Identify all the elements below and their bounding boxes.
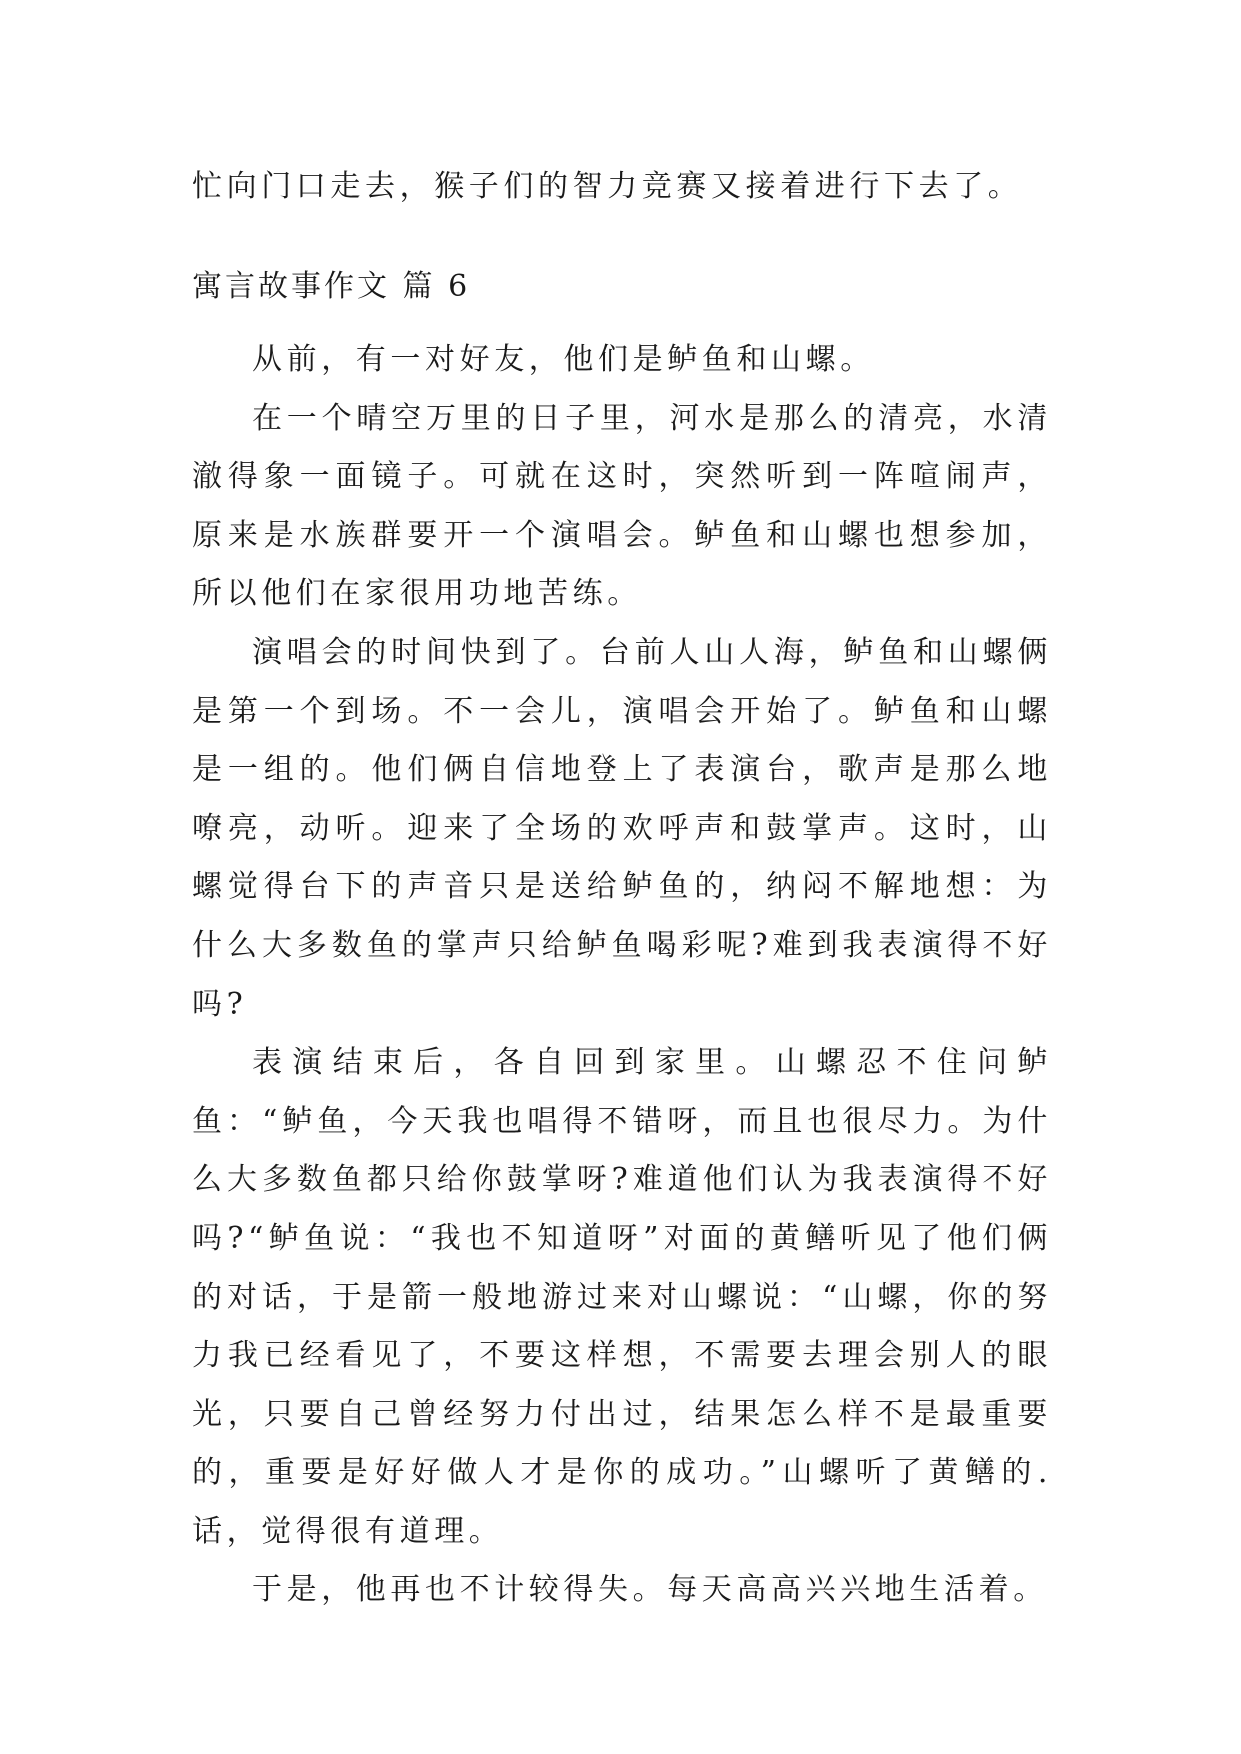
paragraph-1: 从前，有一对好友，他们是鲈鱼和山螺。 [252, 342, 875, 377]
paragraph-3: 演唱会的时间快到了。台前人山人海，鲈鱼和山螺俩是第一个到场。不一会儿，演唱会开始了。鲈鱼和山螺是一组的。他们俩自信地登上了表演台，歌声是那么地嘹亮，动听。迎来了全场的欢呼声和鼓掌声。这时，山螺觉得台下的声音只是送给鲈鱼的，纳闷不解地想：为什么大多数鱼的掌声只给鲈鱼喝彩呢?难到我表演得不好吗? [192, 634, 1052, 1022]
story-body [192, 331, 1052, 1620]
paragraph-2: 在一个晴空万里的日子里，河水是那么的清亮，水清澈得象一面镜子。可就在这时，突然听到一阵喧闹声，原来是水族群要开一个演唱会。鲈鱼和山螺也想参加，所以他们在家很用功地苦练。 [192, 400, 1052, 612]
continuation-line: 忙向门口走去，猴子们的智力竞赛又接着进行下去了。 [192, 169, 1023, 204]
paragraph-4: 表演结束后，各自回到家里。山螺忍不住问鲈鱼：“鲈鱼，今天我也唱得不错呀，而且也很尽力。为什么大多数鱼都只给你鼓掌呀?难道他们认为我表演得不好吗?“鲈鱼说：“我也不知道呀”对面的黄鳝听见了他们俩的对话，于是箭一般地游过来对山螺说：“山螺，你的努力我已经看见了，不要这样想，不需要去理会别人的眼光，只要自己曾经努力付出过，结果怎么样不是最重要的，重要是好好做人才是你的成功。”山螺听了黄鳝的.话，觉得很有道理。 [192, 1045, 1052, 1549]
section-title: 寓言故事作文 篇 6 [192, 269, 471, 304]
paragraph-5: 于是，他再也不计较得失。每天高高兴兴地生活着。 [252, 1572, 1048, 1608]
